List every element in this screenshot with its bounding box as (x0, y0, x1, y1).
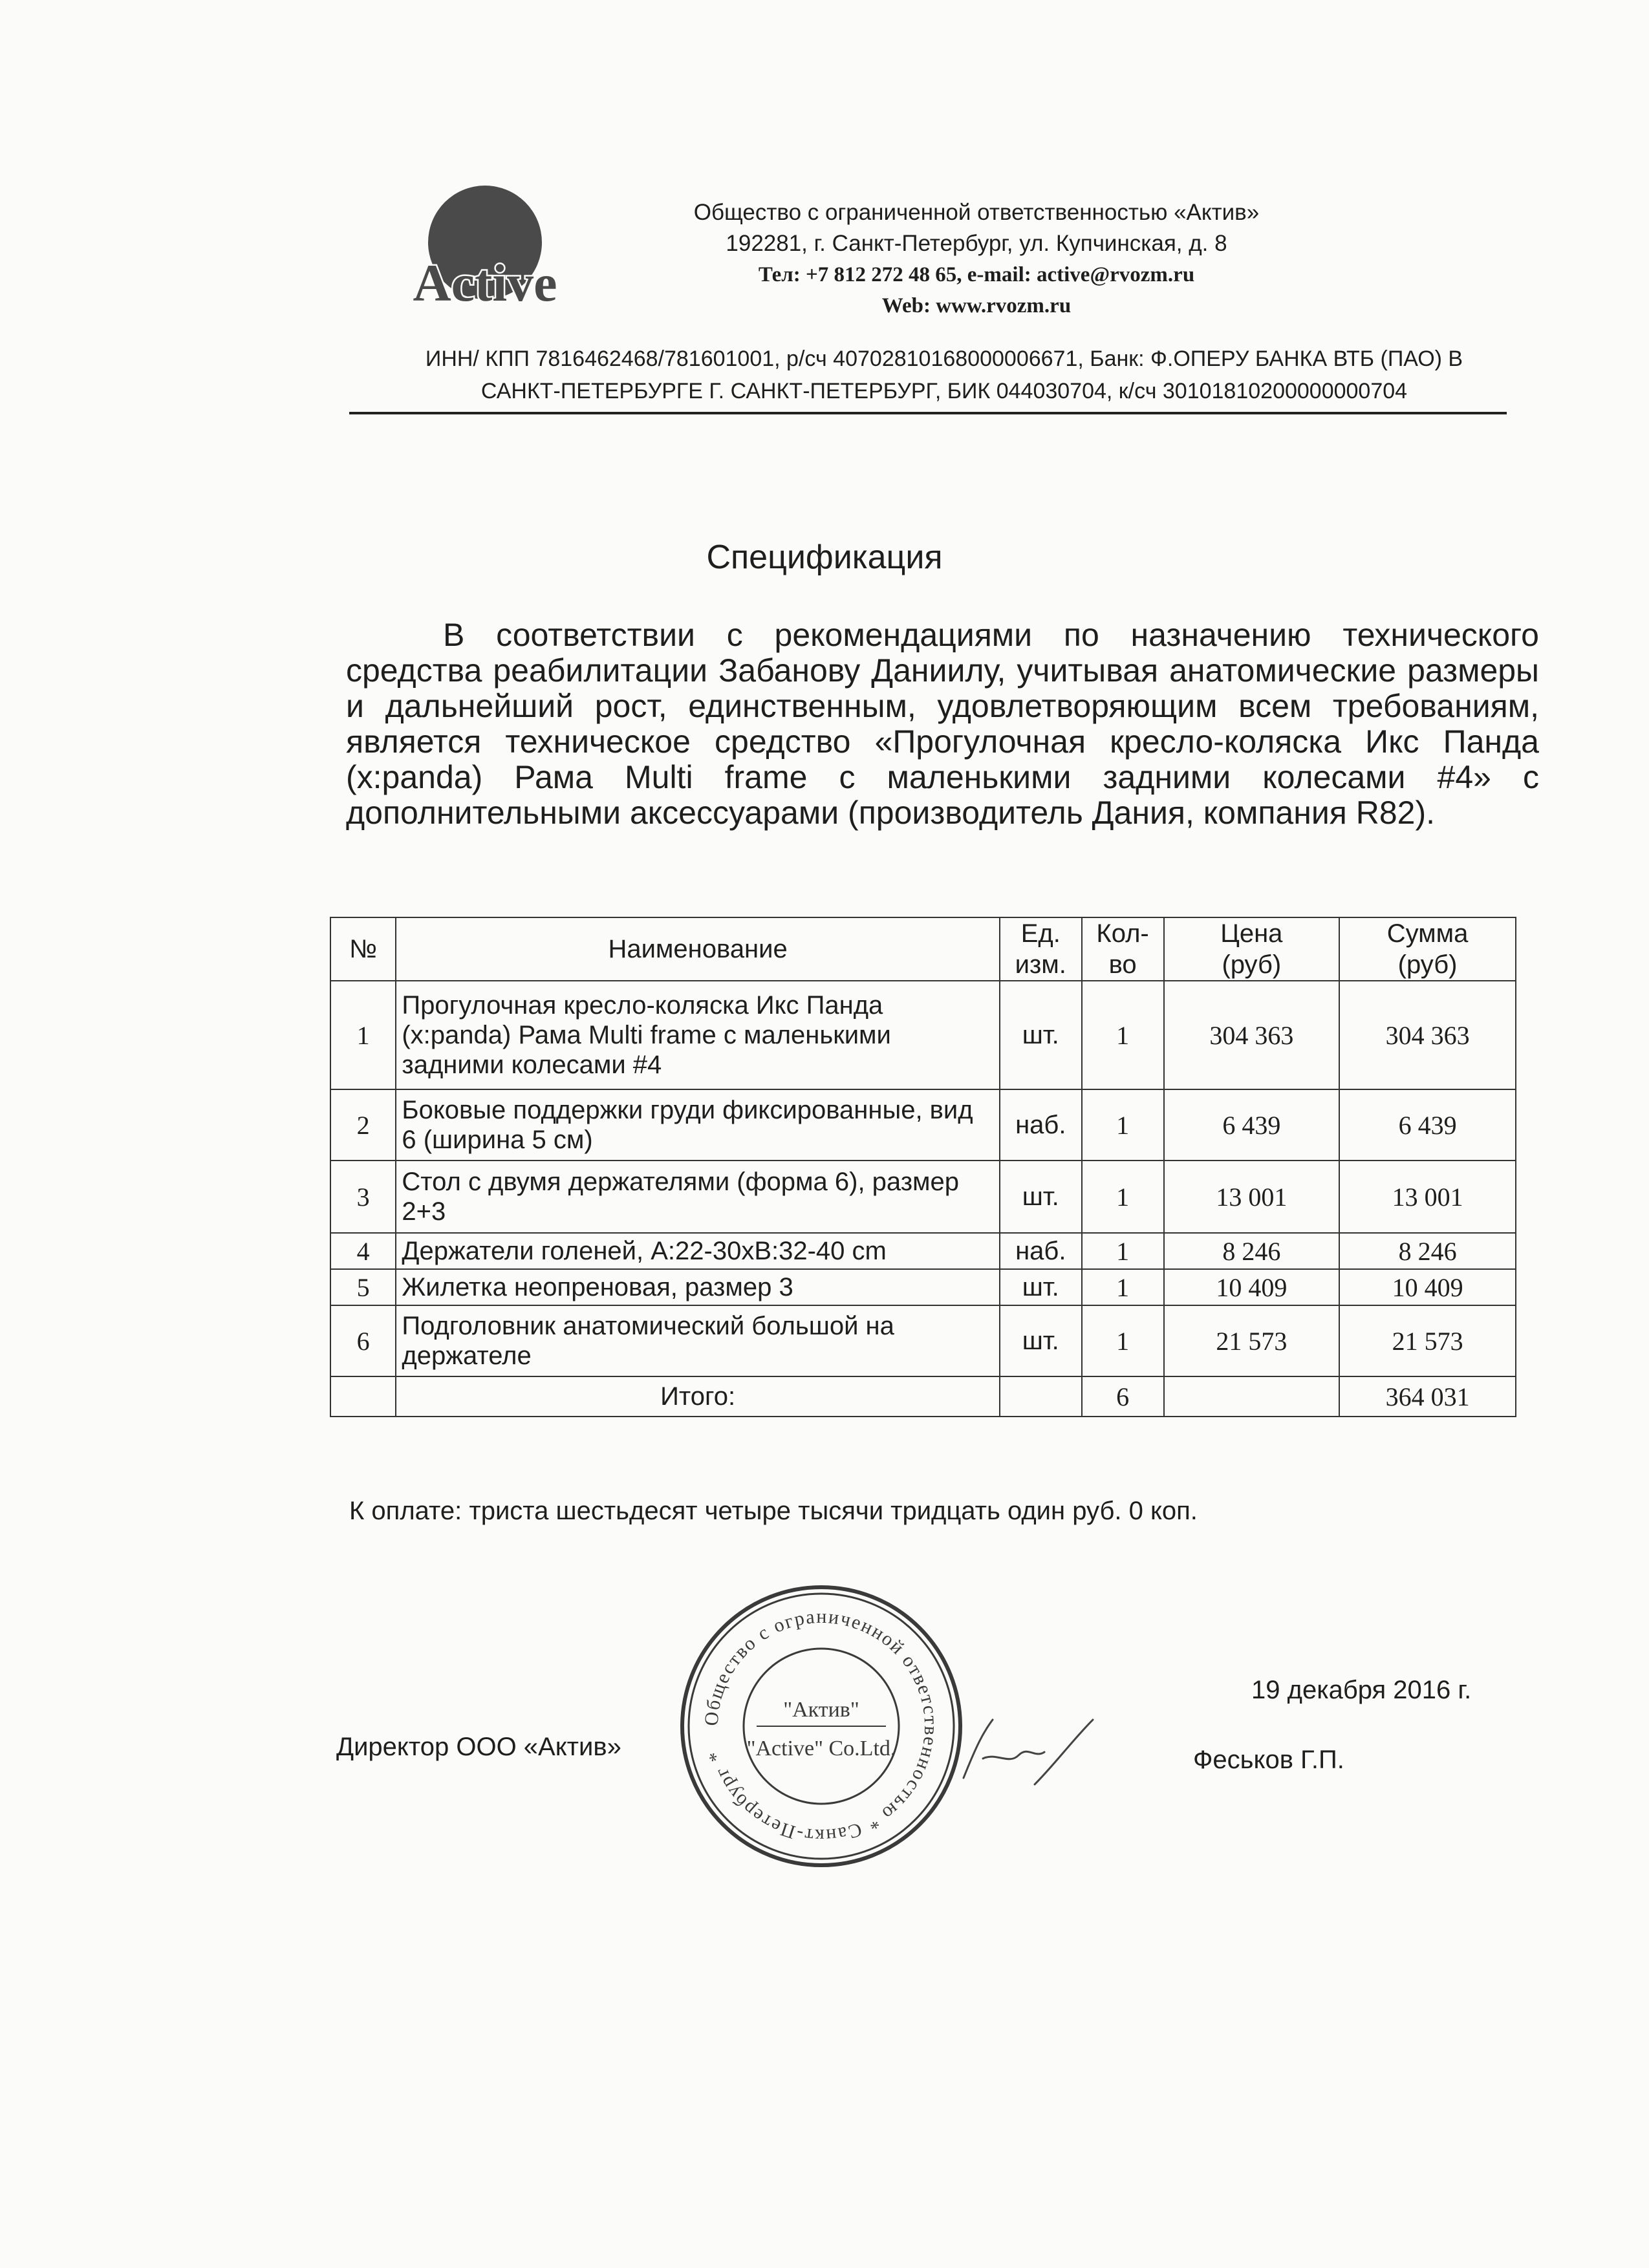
row-unit: шт. (1000, 981, 1082, 1089)
row-sum: 6 439 (1339, 1089, 1516, 1161)
stamp-center-line2: "Active" Co.Ltd. (746, 1737, 896, 1760)
row-name: Жилетка неопреновая, размер 3 (396, 1269, 1000, 1305)
row-num: 3 (330, 1161, 396, 1233)
row-price: 13 001 (1164, 1161, 1340, 1233)
document-title: Спецификация (706, 539, 943, 576)
company-web: Web: www.rvozm.ru (881, 294, 1072, 317)
header-unit (1000, 917, 1082, 981)
signer-name: Феськов Г.П. (1193, 1746, 1344, 1774)
row-unit: наб. (1000, 1233, 1082, 1269)
total-num-empty (330, 1376, 396, 1417)
header-qty-line2: во (1108, 950, 1137, 979)
table-row (330, 1269, 1516, 1305)
header-sum-line1: Сумма (1386, 919, 1469, 948)
row-num: 4 (330, 1233, 396, 1269)
company-address: 192281, г. Санкт-Петербург, ул. Купчинская, д. 8 (726, 231, 1227, 256)
bank-line-1: ИНН/ КПП 7816462468/781601001, р/сч 40702810168000006671, Банк: Ф.ОПЕРУ БАНКА ВТБ (ПАО) В (425, 347, 1463, 371)
row-qty: 1 (1082, 1161, 1164, 1233)
header-sum-line2: (руб) (1397, 950, 1458, 979)
table-row (330, 1233, 1516, 1269)
row-name: Подголовник анатомический большой на держателе (396, 1305, 1000, 1376)
row-unit: наб. (1000, 1089, 1082, 1161)
table-row (330, 1305, 1516, 1376)
header-sum (1339, 917, 1516, 981)
header-unit-line1: Ед. (1020, 919, 1061, 948)
total-qty: 6 (1082, 1376, 1164, 1417)
row-qty: 1 (1082, 1233, 1164, 1269)
total-unit-empty (1000, 1376, 1082, 1417)
header-num: № (330, 917, 396, 981)
row-name: Прогулочная кресло-коляска Икс Панда (x:panda) Рама Multi frame с маленькими задними колесами #4 (396, 981, 1000, 1089)
row-unit: шт. (1000, 1161, 1082, 1233)
total-label: Итого: (396, 1376, 1000, 1417)
row-qty: 1 (1082, 1089, 1164, 1161)
table-row (330, 1089, 1516, 1161)
row-price: 304 363 (1164, 981, 1340, 1089)
header-qty-line1: Кол- (1096, 919, 1149, 948)
company-logo (388, 184, 582, 314)
row-num: 2 (330, 1089, 396, 1161)
bank-line-2: САНКТ-ПЕТЕРБУРГЕ Г. САНКТ-ПЕТЕРБУРГ, БИК 044030704, к/сч 30101810200000000704 (480, 379, 1408, 403)
header-name: Наименование (396, 917, 1000, 981)
specification-table (330, 917, 1516, 1417)
row-num: 6 (330, 1305, 396, 1376)
row-price: 21 573 (1164, 1305, 1340, 1376)
row-sum: 8 246 (1339, 1233, 1516, 1269)
row-sum: 21 573 (1339, 1305, 1516, 1376)
total-sum: 364 031 (1339, 1376, 1516, 1417)
stamp-center-line1: "Актив" (783, 1698, 859, 1722)
bank-details (352, 343, 1536, 407)
table-row (330, 1161, 1516, 1233)
table-total-row (330, 1376, 1516, 1417)
header-price (1164, 917, 1340, 981)
stamp-ring-text: Общество с ограниченной ответственностью * Санкт-Петербург * (700, 1605, 942, 1847)
row-price: 8 246 (1164, 1233, 1340, 1269)
row-name: Стол с двумя держателями (форма 6), размер 2+3 (396, 1161, 1000, 1233)
row-name: Держатели голеней, A:22-30xB:32-40 cm (396, 1233, 1000, 1269)
row-num: 5 (330, 1269, 396, 1305)
header-divider (349, 412, 1507, 414)
specification-paragraph: В соответствии с рекомендациями по назначению технического средства реабилитации Забанову Даниилу, учитывая анатомические размеры и дальнейший рост, единственным, удовлетворяющим всем требованиям, является техническое средство «Прогулочная кресло-коляска Икс Панда (x:panda) Рама Multi frame с маленькими задними колесами #4» с дополнительными аксессуарами (производитель Дания, компания R82). (346, 617, 1539, 831)
row-num: 1 (330, 981, 396, 1089)
table-header-row (330, 917, 1516, 981)
row-qty: 1 (1082, 1269, 1164, 1305)
header-price-line1: Цена (1220, 919, 1283, 948)
header-unit-line2: изм. (1015, 950, 1066, 979)
row-name: Боковые поддержки груди фиксированные, вид 6 (ширина 5 см) (396, 1089, 1000, 1161)
table-row (330, 981, 1516, 1089)
handwritten-signature (957, 1707, 1099, 1797)
company-info (582, 197, 1371, 321)
document-date: 19 декабря 2016 г. (1251, 1676, 1472, 1704)
row-sum: 304 363 (1339, 981, 1516, 1089)
row-unit: шт. (1000, 1305, 1082, 1376)
row-sum: 10 409 (1339, 1269, 1516, 1305)
row-price: 10 409 (1164, 1269, 1340, 1305)
payment-amount-text: К оплате: триста шестьдесят четыре тысячи тридцать один руб. 0 коп. (349, 1497, 1198, 1525)
row-sum: 13 001 (1339, 1161, 1516, 1233)
header-price-line2: (руб) (1222, 950, 1282, 979)
row-unit: шт. (1000, 1269, 1082, 1305)
logo-text: Active (413, 253, 557, 312)
company-contacts: Тел: +7 812 272 48 65, e-mail: active@rvozm.ru (758, 263, 1195, 286)
header-qty (1082, 917, 1164, 981)
total-price-empty (1164, 1376, 1340, 1417)
company-stamp (673, 1578, 970, 1875)
row-price: 6 439 (1164, 1089, 1340, 1161)
director-label: Директор ООО «Актив» (336, 1733, 621, 1761)
row-qty: 1 (1082, 1305, 1164, 1376)
company-name: Общество с ограниченной ответственностью «Актив» (693, 200, 1260, 225)
row-qty: 1 (1082, 981, 1164, 1089)
